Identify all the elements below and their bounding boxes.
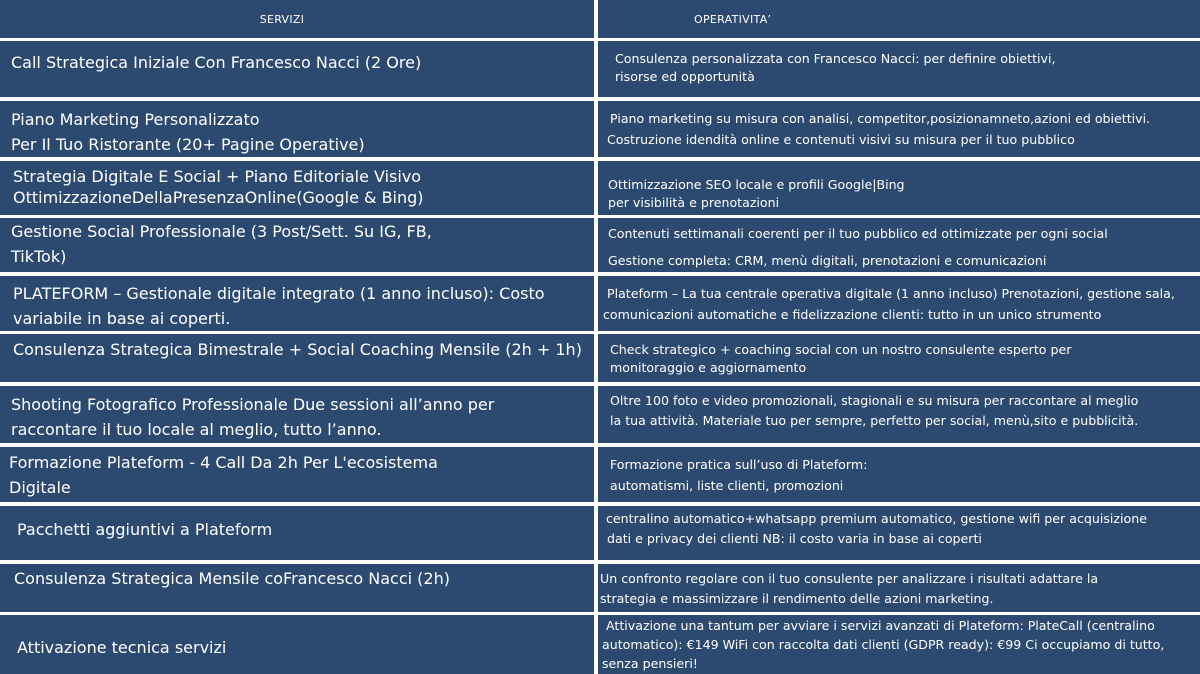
service-line: TikTok) xyxy=(11,247,67,266)
service-cell xyxy=(0,615,594,674)
service-line: Piano Marketing Personalizzato xyxy=(11,110,260,129)
service-line: Per Il Tuo Ristorante (20+ Pagine Operative) xyxy=(11,135,365,154)
operativity-line: strategia e massimizzare il rendimento delle azioni marketing. xyxy=(600,591,994,606)
operativity-line: automatico): €149 WiFi con raccolta dati clienti (GDPR ready): €99 Ci occupiamo di tutto, xyxy=(602,637,1165,652)
service-cell xyxy=(0,506,594,560)
service-cell xyxy=(0,218,594,272)
service-line: Shooting Fotografico Professionale Due sessioni all’anno per xyxy=(11,395,495,414)
operativity-line: la tua attività. Materiale tuo per sempre, perfetto per social, menù,sito e pubblicità. xyxy=(610,413,1139,428)
operativity-cell xyxy=(598,276,1200,331)
header-operativita-label: OPERATIVITA’ xyxy=(694,12,772,26)
operativity-line: Gestione completa: CRM, menù digitali, prenotazioni e comunicazioni xyxy=(608,253,1047,268)
operativity-line: comunicazioni automatiche e fidelizzazione clienti: tutto in un unico strumento xyxy=(603,307,1102,322)
operativity-cell xyxy=(598,334,1200,382)
service-cell xyxy=(0,334,594,382)
operativity-cell xyxy=(598,615,1200,674)
service-cell xyxy=(0,41,594,97)
header-servizi-label: SERVIZI xyxy=(259,12,305,26)
service-line: Attivazione tecnica servizi xyxy=(17,638,227,657)
operativity-line: per visibilità e prenotazioni xyxy=(608,195,780,210)
operativity-line: automatismi, liste clienti, promozioni xyxy=(610,478,844,493)
operativity-cell xyxy=(598,386,1200,443)
header-servizi xyxy=(0,0,594,38)
service-cell xyxy=(0,447,594,502)
operativity-line: centralino automatico+whatsapp premium automatico, gestione wifi per acquisizione xyxy=(606,511,1147,526)
operativity-line: risorse ed opportunità xyxy=(615,69,755,84)
header-operativita xyxy=(598,0,1200,38)
operativity-line: Costruzione idendità online e contenuti visivi su misura per il tuo pubblico xyxy=(607,132,1075,147)
service-line: OttimizzazioneDellaPresenzaOnline(Google & Bing) xyxy=(13,188,424,207)
service-line: variabile in base ai coperti. xyxy=(13,309,231,328)
service-line: Consulenza Strategica Mensile coFrancesco Nacci (2h) xyxy=(14,569,450,588)
operativity-line: Consulenza personalizzata con Francesco Nacci: per definire obiettivi, xyxy=(615,51,1056,66)
operativity-cell xyxy=(598,218,1200,272)
operativity-line: dati e privacy dei clienti NB: il costo varia in base ai coperti xyxy=(607,531,982,546)
operativity-cell xyxy=(598,564,1200,612)
service-cell xyxy=(0,161,594,215)
operativity-line: Plateform – La tua centrale operativa digitale (1 anno incluso) Prenotazioni, gestione sala, xyxy=(607,286,1175,301)
service-line: Formazione Plateform - 4 Call Da 2h Per L'ecosistema xyxy=(9,453,438,472)
operativity-line: Un confronto regolare con il tuo consulente per analizzare i risultati adattare la xyxy=(600,571,1099,586)
service-line: PLATEFORM – Gestionale digitale integrato (1 anno incluso): Costo xyxy=(13,284,545,303)
service-line: raccontare il tuo locale al meglio, tutto l’anno. xyxy=(11,420,382,439)
operativity-line: monitoraggio e aggiornamento xyxy=(610,360,807,375)
operativity-line: Formazione pratica sull’uso di Plateform: xyxy=(610,457,868,472)
service-cell xyxy=(0,564,594,612)
service-cell xyxy=(0,386,594,443)
service-cell xyxy=(0,276,594,331)
operativity-line: Check strategico + coaching social con un nostro consulente esperto per xyxy=(610,342,1072,357)
operativity-line: Piano marketing su misura con analisi, competitor,posizionamneto,azioni ed obiettivi. xyxy=(610,111,1151,126)
service-line: Consulenza Strategica Bimestrale + Social Coaching Mensile (2h + 1h) xyxy=(13,340,582,359)
operativity-cell xyxy=(598,161,1200,215)
service-line: Digitale xyxy=(9,478,71,497)
operativity-cell xyxy=(598,41,1200,97)
service-line: Call Strategica Iniziale Con Francesco Nacci (2 Ore) xyxy=(11,53,422,72)
operativity-line: Attivazione una tantum per avviare i servizi avanzati di Plateform: PlateCall (centralino xyxy=(606,618,1155,633)
service-line: Gestione Social Professionale (3 Post/Sett. Su IG, FB, xyxy=(11,222,432,241)
service-line: Pacchetti aggiuntivi a Plateform xyxy=(17,520,273,539)
operativity-line: Ottimizzazione SEO locale e profili Google|Bing xyxy=(608,177,905,192)
operativity-line: Contenuti settimanali coerenti per il tuo pubblico ed ottimizzate per ogni social xyxy=(608,226,1108,241)
operativity-cell xyxy=(598,447,1200,502)
operativity-line: Oltre 100 foto e video promozionali, stagionali e su misura per raccontare al meglio xyxy=(610,393,1139,408)
operativity-cell xyxy=(598,101,1200,157)
operativity-cell xyxy=(598,506,1200,560)
service-line: Strategia Digitale E Social + Piano Editoriale Visivo xyxy=(13,167,422,186)
operativity-line: senza pensieri! xyxy=(602,656,698,671)
service-cell xyxy=(0,101,594,157)
